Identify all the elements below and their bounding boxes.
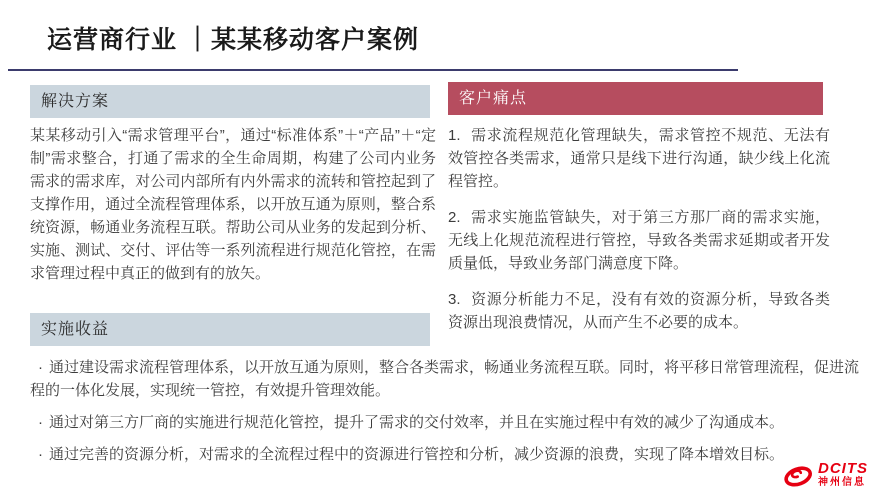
company-logo xyxy=(782,461,868,489)
benefits-section-header: 实施收益 xyxy=(30,313,430,346)
pain-points-list xyxy=(448,124,830,347)
dcits-swoosh-icon xyxy=(782,463,814,489)
pain-point-text: 需求实施监管缺失，对于第三方那厂商的需求实施，无线上化规范流程进行管控，导致各类需求延期或者开发质量低，导致业务部门满意度下降。 xyxy=(448,209,830,272)
benefit-text: 通过对第三方厂商的实施进行规范化管控，提升了需求的交付效率，并且在实施过程中有效的减少了沟通成本。 xyxy=(49,414,785,431)
logo-company-text: 神州信息 xyxy=(818,477,866,488)
solution-section-header: 解决方案 xyxy=(30,85,430,118)
benefits-list xyxy=(30,356,870,475)
pain-point-text: 需求流程规范化管理缺失，需求管控不规范、无法有效管控各类需求，通常只是线下进行沟通，缺少线上化流程管控。 xyxy=(448,127,830,190)
benefit-text: 通过完善的资源分析，对需求的全流程过程中的资源进行管控和分析，减少资源的浪费，实现了降本增效目标。 xyxy=(49,446,785,463)
title-underline xyxy=(8,69,738,71)
pain-point-number: 1. xyxy=(448,127,461,144)
solution-body-text: 某某移动引入“需求管理平台”，通过“标准体系”＋“产品”＋“定制”需求整合，打通了需求的全生命周期，构建了公司内业务需求的需求库，对公司内部所有内外需求的流转和管控起到了支撑作用，通过全流程管理体系，以开放互通为原则，整合系统资源，畅通业务流程互联。帮助公司从业务的发起到分析、实施、测试、交付、评估等一系列流程进行规范化管控，在需求管理过程中真正的做到有的放矢。 xyxy=(30,127,436,282)
benefit-item xyxy=(30,443,870,466)
benefit-text: 通过建设需求流程管理体系，以开放互通为原则，整合各类需求，畅通业务流程互联。同时，将平移日常管理流程，促进流程的一体化发展，实现统一管控，有效提升管理效能。 xyxy=(30,359,860,399)
pain-point-number: 3. xyxy=(448,291,461,308)
benefit-item xyxy=(30,356,870,402)
logo-brand-text: DCITS xyxy=(818,460,868,477)
pain-point-text: 资源分析能力不足，没有有效的资源分析，导致各类资源出现浪费情况，从而产生不必要的成本。 xyxy=(448,291,830,331)
pain-point-item xyxy=(448,206,830,275)
benefit-item xyxy=(30,411,870,434)
page-title: 运营商行业 ｜某某移动客户案例 xyxy=(47,26,419,54)
pain-point-item xyxy=(448,124,830,193)
pain-points-section-header: 客户痛点 xyxy=(448,82,823,115)
bullet-icon: · xyxy=(38,446,43,463)
pain-point-item xyxy=(448,288,830,334)
bullet-icon: · xyxy=(38,414,43,431)
bullet-icon: · xyxy=(38,359,43,376)
logo-text-block xyxy=(818,461,868,489)
pain-point-number: 2. xyxy=(448,209,461,226)
